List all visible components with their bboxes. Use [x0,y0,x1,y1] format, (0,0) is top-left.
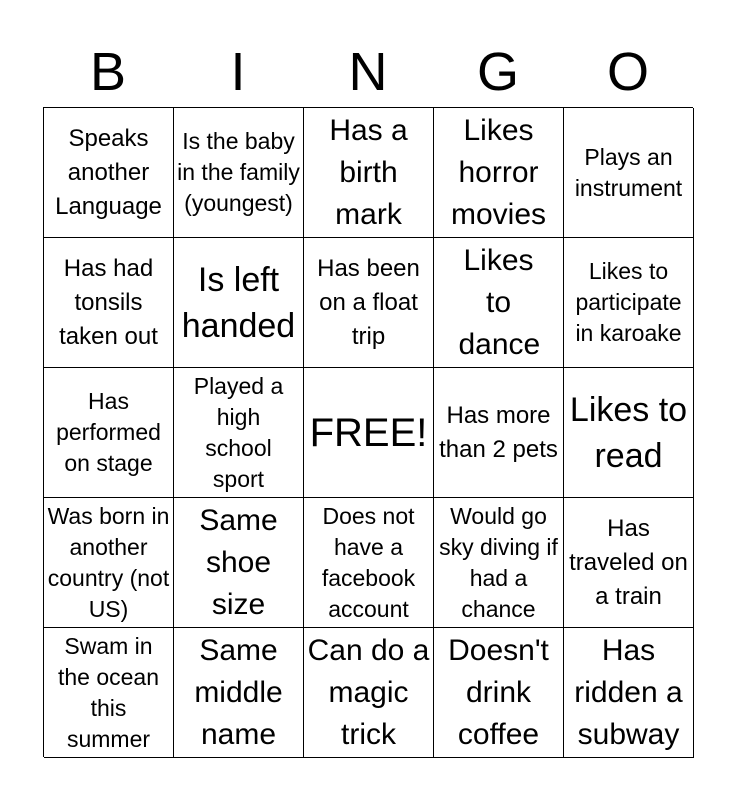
bingo-cell-r4c3[interactable] [304,498,434,628]
bingo-cell-r3c1[interactable] [44,368,174,498]
bingo-cell-r5c4[interactable] [434,628,564,758]
bingo-cell-r1c3[interactable] [304,108,434,238]
bingo-cell-text: Likes to dance [458,243,541,361]
bingo-cell-text: Same middle name [194,633,283,751]
bingo-cell-text: Has been on a float trip [317,254,420,350]
bingo-cell-r5c1[interactable] [44,628,174,758]
bingo-cell-r5c2[interactable] [174,628,304,758]
bingo-cell-r3c2[interactable] [174,368,304,498]
bingo-cell-text: Has more than 2 pets [439,401,558,463]
bingo-cell-text: Is the baby in the family (youngest) [177,128,300,216]
bingo-cell-text: Can do a magic trick [307,633,430,751]
bingo-cell-free[interactable] [304,368,434,498]
header-letter-b: B [89,42,127,102]
bingo-cell-text: Has had tonsils taken out [59,254,158,350]
header-letter-i: I [230,42,246,102]
bingo-cell-r4c5[interactable] [564,498,694,628]
header-letter-g: G [476,42,519,102]
bingo-cell-text: Played a high school sport [193,372,284,492]
bingo-cell-r1c1[interactable] [44,108,174,238]
bingo-cell-text: FREE! [309,410,428,455]
bingo-cell-r5c3[interactable] [304,628,434,758]
bingo-cell-r3c5[interactable] [564,368,694,498]
bingo-cell-text: Likes to participate in karoake [575,258,682,346]
bingo-cell-r4c4[interactable] [434,498,564,628]
bingo-cell-text: Likes horror movies [450,113,547,231]
bingo-cell-text: Plays an instrument [574,143,683,201]
bingo-cell-r4c2[interactable] [174,498,304,628]
bingo-cell-r2c3[interactable] [304,238,434,368]
bingo-cell-text: Swam in the ocean this summer [57,632,160,752]
bingo-cell-r1c4[interactable] [434,108,564,238]
bingo-cell-r2c1[interactable] [44,238,174,368]
bingo-cell-text: Was born in another country (not US) [47,502,170,622]
bingo-cell-r1c5[interactable] [564,108,694,238]
bingo-cell-text: Does not have a facebook account [321,502,416,622]
header-letter-n: N [348,42,388,102]
bingo-cell-r4c1[interactable] [44,498,174,628]
bingo-cell-r2c5[interactable] [564,238,694,368]
bingo-cell-text: Has a birth mark [329,113,408,231]
bingo-cell-text: Speaks another Language [55,124,162,220]
bingo-cell-r2c4[interactable] [434,238,564,368]
bingo-header [43,40,693,104]
bingo-cell-text: Has ridden a subway [574,633,683,751]
bingo-cell-r5c5[interactable] [564,628,694,758]
bingo-board [43,107,693,757]
bingo-cell-r1c2[interactable] [174,108,304,238]
bingo-cell-text: Doesn't drink coffee [448,633,549,751]
bingo-cell-text: Same shoe size [199,503,278,621]
bingo-cell-text: Is left handed [181,260,296,345]
bingo-cell-text: Has traveled on a train [569,514,688,610]
bingo-cell-r2c2[interactable] [174,238,304,368]
bingo-cell-text: Has performed on stage [56,388,161,476]
bingo-cell-text: Would go sky diving if had a chance [439,502,558,622]
header-letter-o: O [606,42,649,102]
bingo-cell-text: Likes to read [569,390,688,475]
bingo-cell-r3c4[interactable] [434,368,564,498]
